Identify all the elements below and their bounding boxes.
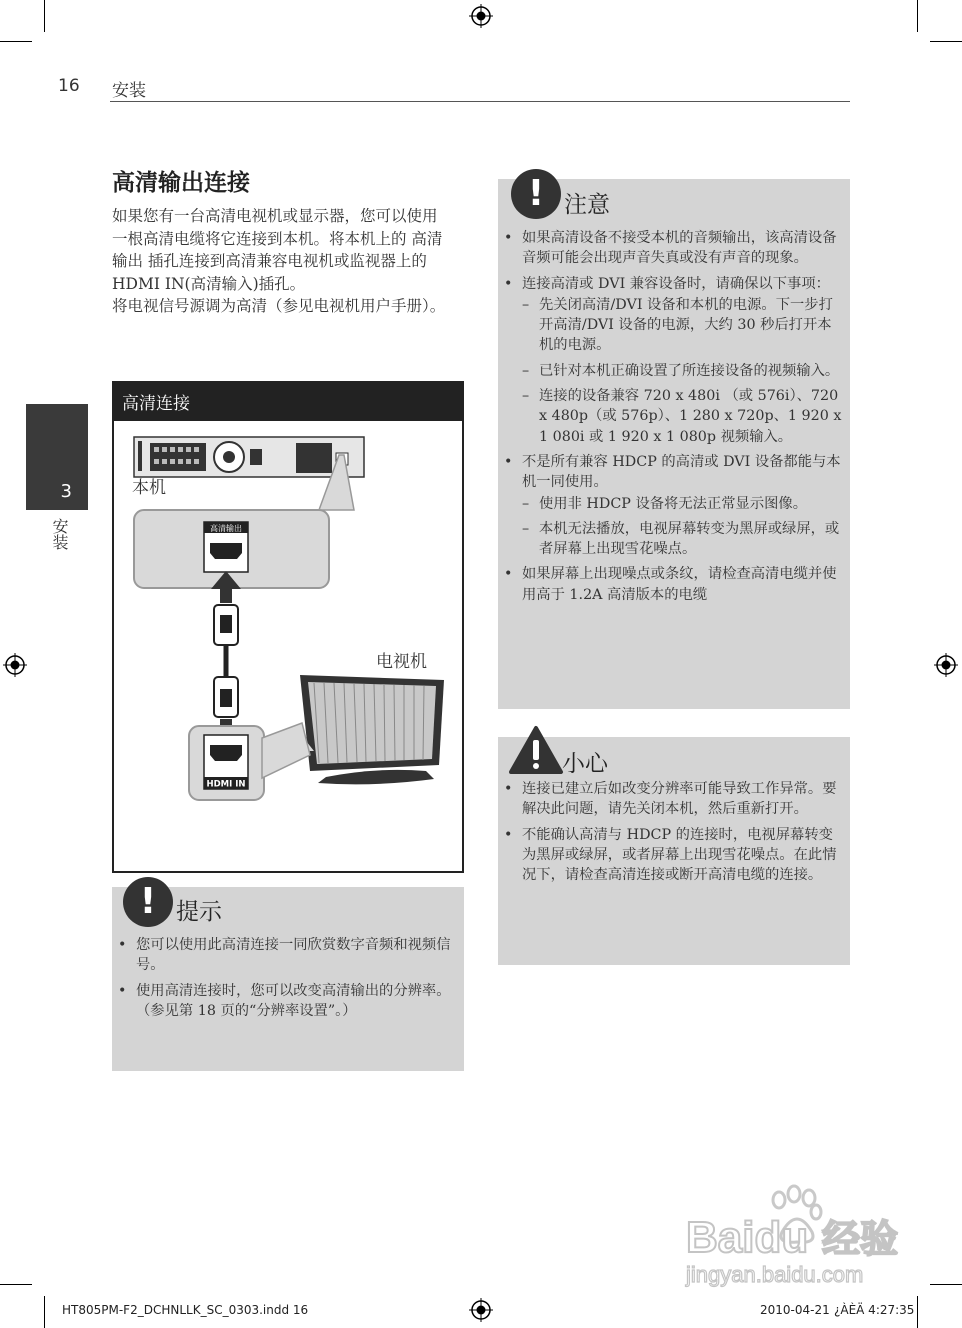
receiver-unit-illustration (134, 437, 364, 477)
caution-box (498, 737, 850, 965)
tip-title: 提示 (176, 899, 222, 925)
list-item-text: 使用高清连接时，您可以改变高清输出的分辨率。 (136, 982, 451, 999)
note-box (498, 173, 850, 709)
list-item-text: 不是所有兼容 HDCP 的高清或 DVI 设备都能与本机一同使用。 (522, 453, 841, 491)
list-item (498, 228, 842, 269)
chapter-number: 3 (60, 481, 72, 502)
connection-figure (112, 381, 464, 873)
note-list (498, 228, 842, 610)
list-item (498, 564, 842, 605)
list-item-text: 您可以使用此高清连接一同欣赏数字音频和视频信号。 (136, 937, 451, 974)
footer-file: HT805PM-F2_DCHNLLK_SC_0303.indd 16 (62, 1303, 309, 1317)
section-title: 安装 (112, 81, 146, 101)
watermark-brand: Baidu (686, 1213, 809, 1262)
sub-list-item: – 先关闭高清/DVI 设备和本机的电源。下一步打开高清/DVI 设备的电源，大约 30 秒后打开本机的电源。 (522, 295, 842, 356)
crop-mark (0, 1284, 32, 1285)
sub-list-item: – 已针对本机正确设置了所连接设备的视频输入。 (522, 361, 842, 381)
tv-label: 电视机 (376, 652, 427, 672)
intro-paragraph: 将电视信号源调为高清（参见电视机用户手册）。 (112, 297, 446, 315)
registration-mark-icon (469, 1298, 493, 1322)
list-item-note: （参见第 18 页的“分辨率设置”。） (136, 1002, 357, 1019)
list-item (498, 452, 842, 559)
crop-mark (44, 0, 45, 32)
list-item-text: 连接已建立后如改变分辨率可能导致工作异常。要解决此问题，请先关闭本机，然后重新打开。 (522, 781, 837, 818)
sub-list (522, 494, 842, 560)
hdmi-in-label: HDMI IN (206, 779, 246, 790)
baidu-watermark-logo (682, 1182, 912, 1292)
sub-list-item: – 连接的设备兼容 720 x 480i （或 576i）、720 x 480p（或 576p）、1 280 x 720p、1 920 x 1 080i 或 1 920 x 1 080p 视频输入。 (522, 386, 842, 447)
list-item-text: 如果屏幕上出现噪点或条纹，请检查高清电缆并使用高于 1.2A 高清版本的电缆 (522, 566, 837, 603)
footer-time: ¿ÀÈÄ 4:27:35 (834, 1303, 915, 1317)
caution-title: 小心 (562, 751, 608, 777)
footer-date: 2010-04-21 (760, 1303, 830, 1317)
hdmi-out-label: 高清输出 (210, 524, 242, 533)
figure-heading: 高清连接 (114, 383, 462, 421)
sub-list-item: – 本机无法播放，电视屏幕转变为黑屏或绿屏，或者屏幕上出现雪花噪点。 (522, 519, 842, 560)
list-item-text: 连接高清或 DVI 兼容设备时，请确保以下事项： (522, 275, 830, 292)
chapter-label: 安装 (50, 518, 69, 550)
page-number: 16 (58, 76, 80, 96)
hdmi-connection-diagram (114, 383, 462, 871)
watermark-url: jingyan.baidu.com (686, 1262, 864, 1287)
note-title: 注意 (564, 192, 610, 218)
crop-mark (930, 41, 962, 42)
tip-list (112, 935, 458, 1026)
tv-illustration (300, 675, 444, 784)
list-item (498, 825, 844, 886)
exclamation-icon: ! (511, 169, 561, 219)
caution-list (498, 779, 844, 890)
chapter-tab (26, 404, 88, 510)
unit-label: 本机 (132, 478, 166, 498)
crop-mark (930, 1284, 962, 1285)
page-title: 高清输出连接 (112, 170, 250, 196)
registration-mark-icon (3, 653, 27, 677)
intro-text (112, 205, 452, 318)
sub-list (522, 295, 842, 447)
list-item (112, 935, 458, 976)
intro-paragraph: 如果您有一台高清电视机或显示器，您可以使用一根高清电缆将它连接到本机。将本机上的 高清输出 插孔连接到高清兼容电视机或监视器上的 HDMI IN(高清输入)插孔。 (112, 207, 443, 293)
warning-triangle-icon (508, 725, 564, 775)
list-item (498, 779, 844, 820)
watermark-brand-cn: 经验 (822, 1217, 899, 1261)
crop-mark (0, 41, 32, 42)
sub-list-item: – 使用非 HDCP 设备将无法正常显示图像。 (522, 494, 842, 514)
crop-mark (917, 1296, 918, 1328)
list-item-text: 不能确认高清与 HDCP 的连接时，电视屏幕转变为黑屏或绿屏，或者屏幕上出现雪花噪点。在此情况下，请检查高清连接或断开高清电缆的连接。 (522, 826, 837, 884)
registration-mark-icon (934, 653, 958, 677)
list-item (498, 274, 842, 447)
list-item (112, 981, 458, 1022)
list-item-text: 如果高清设备不接受本机的音频输出，该高清设备音频可能会出现声音失真或没有声音的现象。 (522, 230, 837, 267)
header-divider (110, 101, 850, 102)
tip-box (112, 881, 464, 1071)
exclamation-icon: ! (123, 877, 173, 927)
registration-mark-icon (469, 4, 493, 28)
crop-mark (917, 0, 918, 32)
crop-mark (44, 1296, 45, 1328)
